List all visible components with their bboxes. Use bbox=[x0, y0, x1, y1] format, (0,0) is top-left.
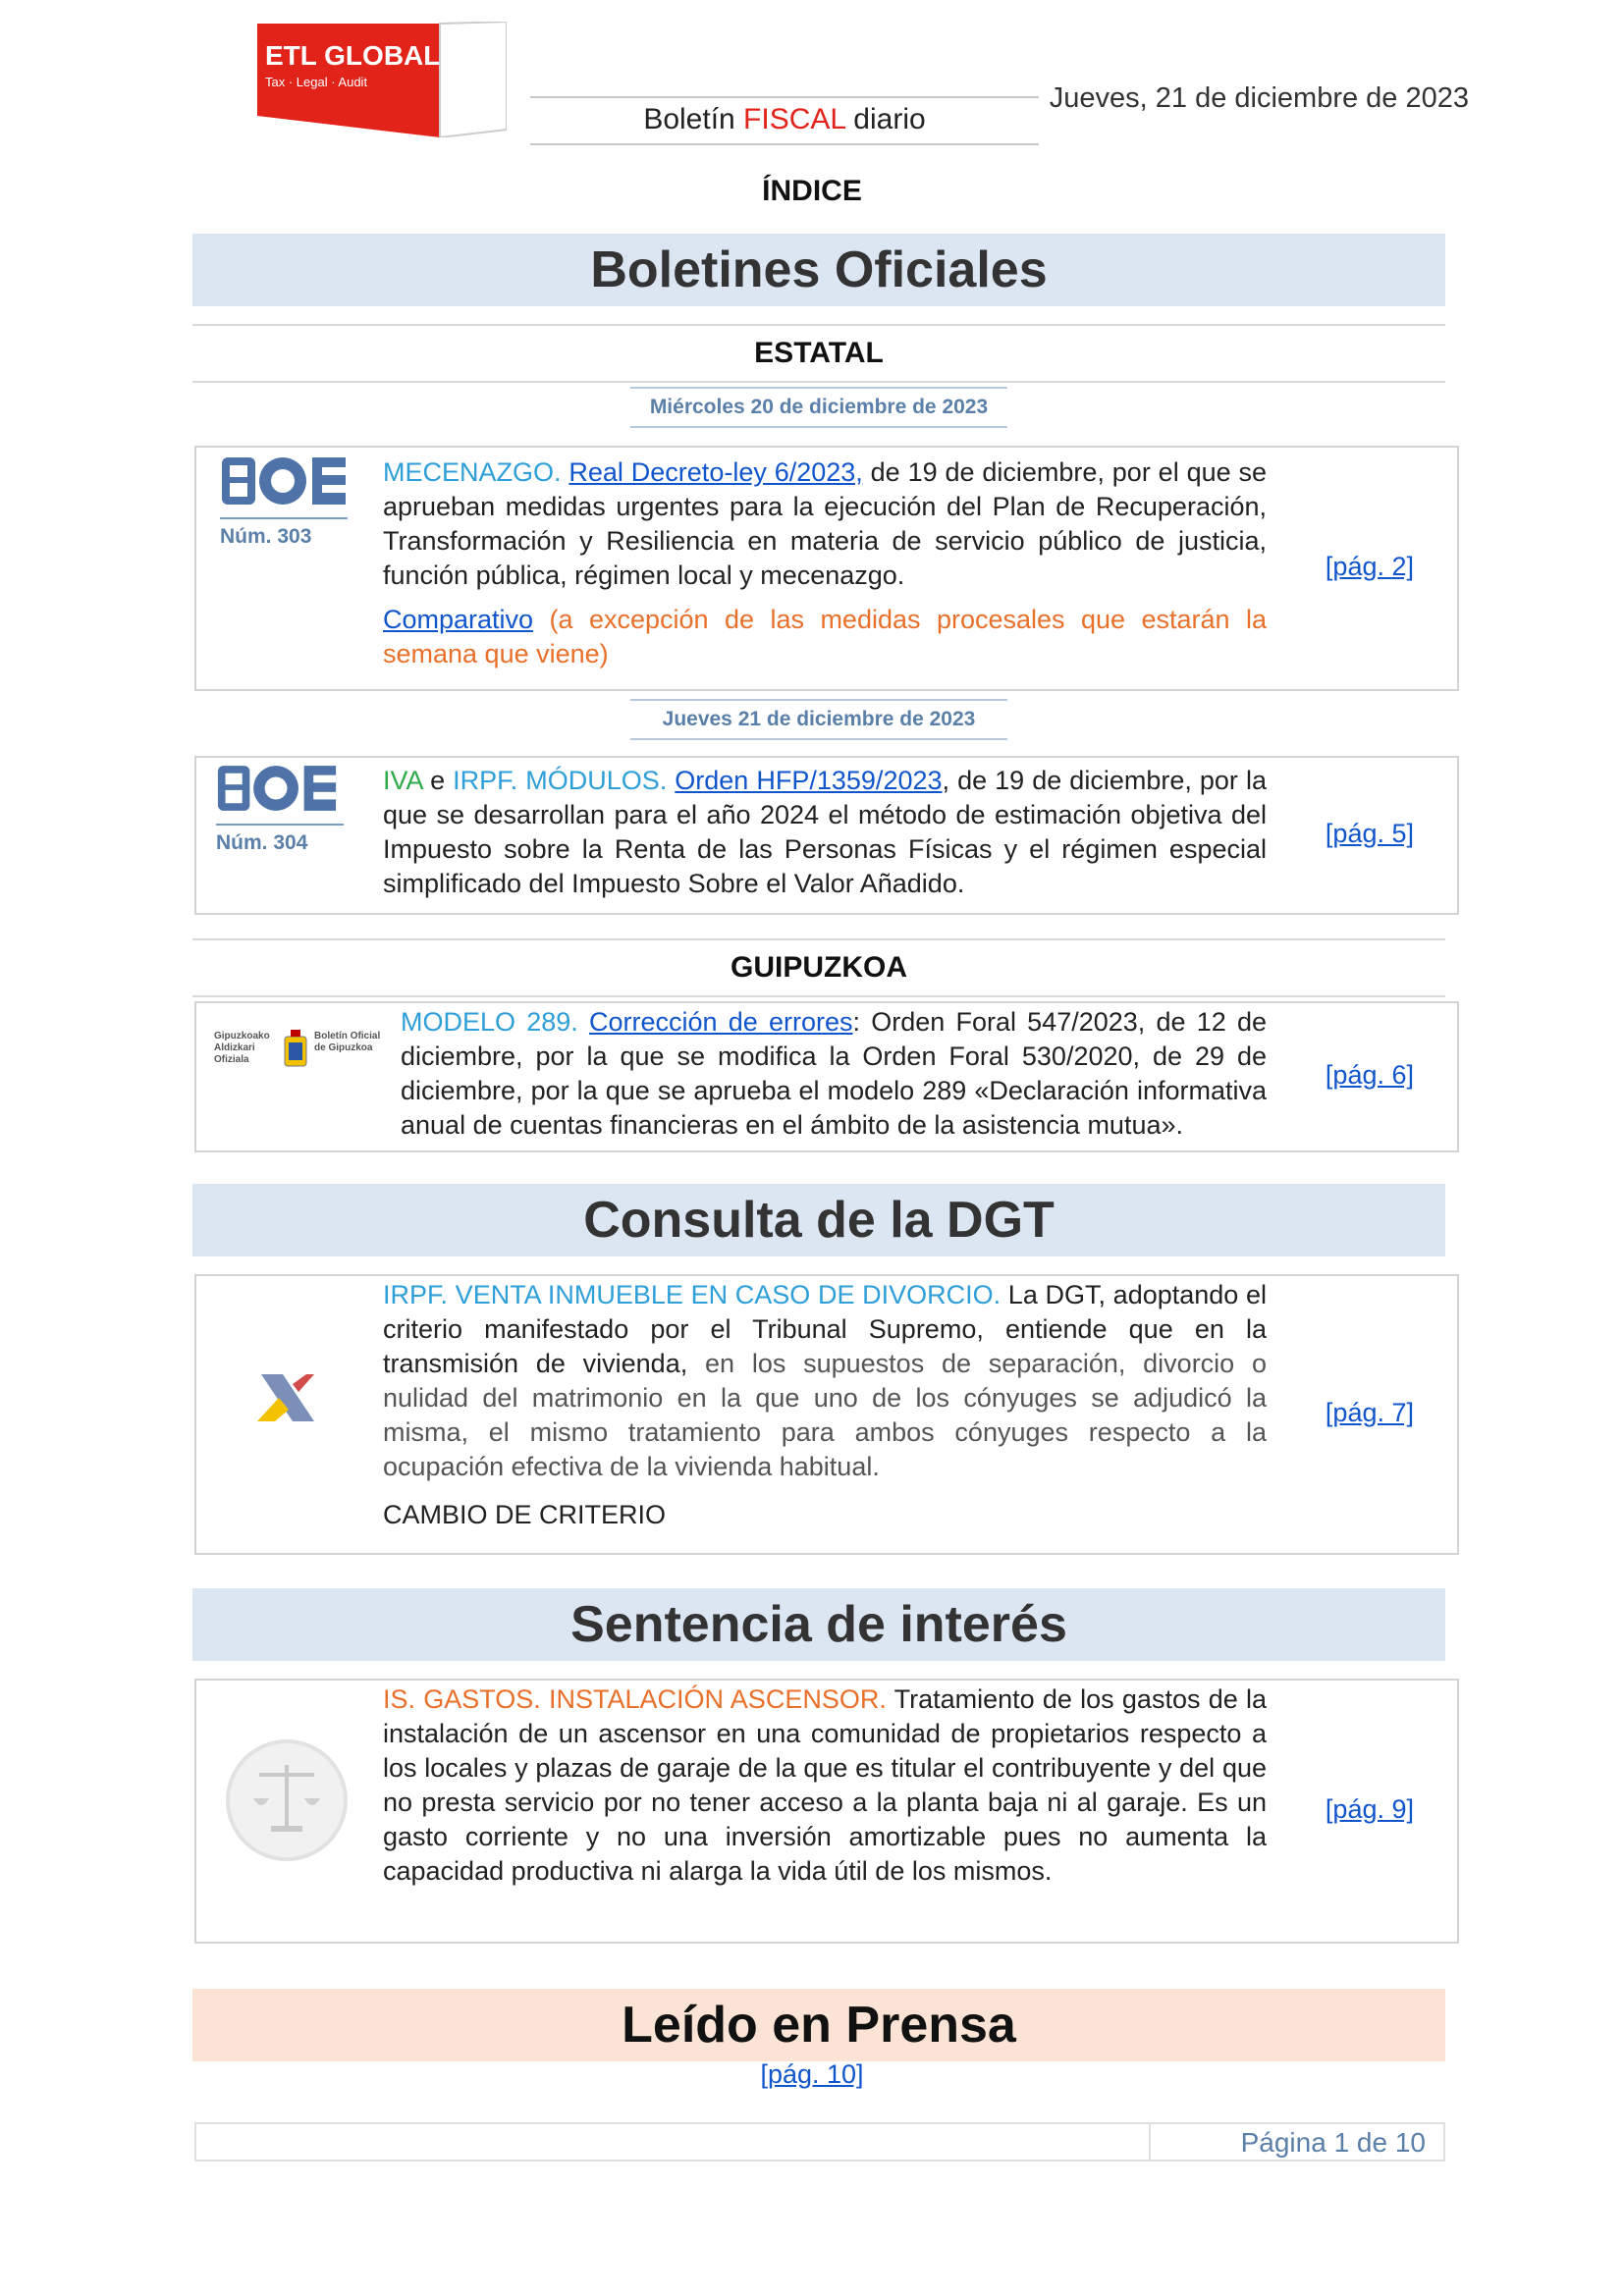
entry-text bbox=[383, 1682, 1267, 1889]
date-bar: Miércoles 20 de diciembre de 2023 bbox=[630, 387, 1007, 428]
gipuzkoa-logo-left: Gipuzkoako Aldizkari Ofiziala bbox=[214, 1031, 270, 1065]
title-pre: Boletín bbox=[643, 103, 744, 135]
entry-sentencia bbox=[194, 1679, 1459, 1944]
title-accent: FISCAL bbox=[743, 103, 845, 135]
comparativo-link[interactable]: Comparativo bbox=[383, 605, 534, 634]
page-link[interactable]: [pág. 6] bbox=[1325, 1060, 1414, 1090]
section-boletines: Boletines Oficiales bbox=[192, 234, 1445, 306]
logo-text: ETL GLOBAL bbox=[265, 40, 441, 71]
tag-irpf: IRPF. MÓDULOS. bbox=[453, 766, 676, 795]
entry-body-cont: en los supuestos de separación, divorcio o nulidad del matrimonio en la que uno de los cónyuges se adjudicó la misma, el mismo tratamiento para ambos cónyuges respecto a la ocupación efectiva de la vivienda habitual. bbox=[383, 1349, 1267, 1481]
boe-logo bbox=[220, 454, 348, 549]
coat-of-arms-icon bbox=[283, 1029, 308, 1072]
entry-tag: MECENAZGO. bbox=[383, 457, 569, 487]
entry-tag: MODELO 289. bbox=[401, 1007, 589, 1037]
entry-comparativo bbox=[383, 603, 1267, 671]
section-sentencia: Sentencia de interés bbox=[192, 1588, 1445, 1661]
logo-subtext: Tax · Legal · Audit bbox=[265, 75, 368, 89]
bulletin-title bbox=[530, 96, 1039, 145]
page-link[interactable]: [pág. 5] bbox=[1325, 819, 1414, 848]
boe-number: Núm. 304 bbox=[216, 824, 344, 855]
tag-iva: IVA bbox=[383, 766, 423, 795]
aeat-icon bbox=[253, 1370, 318, 1425]
gipuzkoa-logo bbox=[214, 1027, 383, 1086]
entry-boe-303 bbox=[194, 446, 1459, 691]
title-post: diario bbox=[844, 103, 926, 135]
correccion-link[interactable]: Corrección de errores bbox=[588, 1007, 853, 1037]
header-date: Jueves, 21 de diciembre de 2023 bbox=[1049, 82, 1469, 114]
region-guipuzkoa: GUIPUZKOA bbox=[192, 938, 1445, 997]
entry-dgt bbox=[194, 1274, 1459, 1555]
etl-global-logo bbox=[253, 22, 507, 137]
entry-tag: IRPF. VENTA INMUEBLE EN CASO DE DIVORCIO. bbox=[383, 1280, 1001, 1309]
entry-tag: IS. GASTOS. INSTALACIÓN ASCENSOR. bbox=[383, 1684, 887, 1714]
entry-body-cont: Es un gasto corriente y no una inversión amortizable pues no aumenta la capacidad productiva ni alarga la vida útil de los mismos. bbox=[383, 1788, 1267, 1886]
index-title: ÍNDICE bbox=[762, 175, 862, 207]
tag-connector: e bbox=[422, 766, 454, 795]
orden-link[interactable]: Orden HFP/1359/2023 bbox=[675, 766, 943, 795]
gipuzkoa-logo-right: Boletín Oficial de Gipuzkoa bbox=[314, 1031, 381, 1053]
section-dgt: Consulta de la DGT bbox=[192, 1184, 1445, 1256]
entry-text bbox=[401, 1005, 1267, 1143]
scales-of-justice-icon bbox=[224, 1737, 350, 1863]
entry-text bbox=[383, 764, 1267, 901]
rdl-link[interactable]: Real Decreto-ley 6/2023, bbox=[568, 457, 863, 487]
criteria-note: CAMBIO DE CRITERIO bbox=[383, 1500, 667, 1529]
entry-text bbox=[383, 455, 1267, 593]
entry-body: de 19 de diciembre, por el que se aprueban medidas urgentes para la ejecución del Plan de Recuperación, Transformación y Resiliencia en materia de servicio público de justicia, función pública, régimen local y mecenazgo. bbox=[383, 457, 1267, 590]
region-estatal: ESTATAL bbox=[192, 324, 1445, 383]
entry-body: La DGT, adoptando el criterio manifestado por el Tribunal Supremo, entiende que en la transmisión de vivienda, bbox=[383, 1280, 1268, 1378]
page-number: Página 1 de 10 bbox=[1240, 2127, 1426, 2158]
press-page-link[interactable]: [pág. 10] bbox=[760, 2059, 864, 2089]
entry-body: : Orden Foral 547/2023, de 12 de diciembre, por la que se modifica la Orden Foral 530/2020, de 29 de diciembre, por la que se aprueba el modelo 289 «Declaración informativa anual de cuentas financieras en el ámbito de la asistencia mutua». bbox=[401, 1007, 1267, 1140]
entry-body: , de 19 de diciembre, por la que se desarrollan para el año 2024 el método de estimación objetiva del Impuesto sobre la Renta de las Personas Físicas y el régimen especial simplificado del Impuesto Sobre el Valor Añadido. bbox=[383, 766, 1267, 898]
boe-number: Núm. 303 bbox=[220, 517, 348, 549]
comparativo-note: (a excepción de las medidas procesales que estarán la semana que viene) bbox=[383, 605, 1267, 668]
entry-boe-304 bbox=[194, 756, 1459, 915]
entry-text bbox=[383, 1278, 1267, 1484]
boe-logo bbox=[216, 762, 344, 855]
page-footer bbox=[194, 2122, 1445, 2162]
entry-body: Tratamiento de los gastos de la instalación de un ascensor en una comunidad de propietarios respecto a los locales y plazas de garaje de la que es titular el contribuyente y del que no presta servicio por no tener acceso a la planta baja ni al garaje. bbox=[383, 1684, 1267, 1817]
page-link[interactable]: [pág. 9] bbox=[1325, 1794, 1414, 1824]
page-link[interactable]: [pág. 2] bbox=[1325, 552, 1414, 581]
date-bar: Jueves 21 de diciembre de 2023 bbox=[630, 699, 1007, 740]
footer-divider bbox=[1149, 2124, 1151, 2160]
page-link[interactable]: [pág. 7] bbox=[1325, 1398, 1414, 1427]
section-prensa: Leído en Prensa bbox=[192, 1989, 1445, 2061]
entry-gipuzkoa bbox=[194, 1001, 1459, 1152]
